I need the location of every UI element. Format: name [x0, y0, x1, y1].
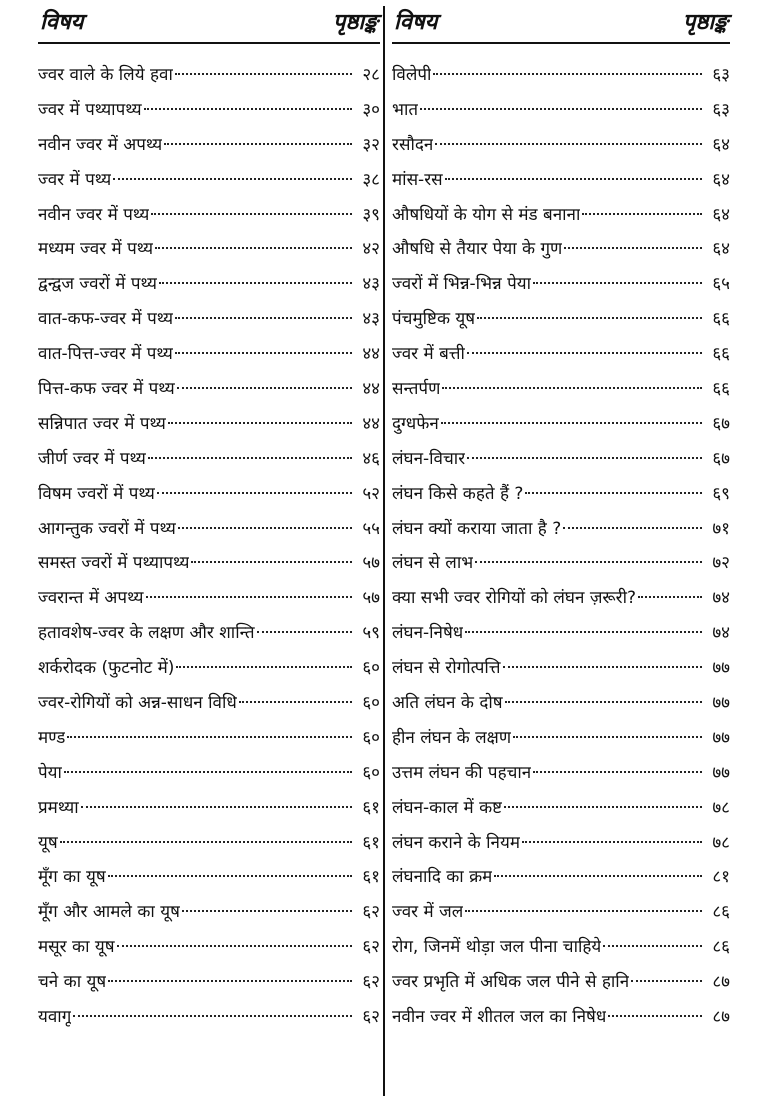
entry-title: लंघन-काल में कष्ट	[392, 797, 503, 818]
dot-leader	[582, 213, 702, 215]
index-entry	[392, 965, 730, 1000]
dot-leader	[81, 806, 352, 808]
subject-heading: विषय	[40, 9, 84, 35]
entry-title: लंघन से रोगोत्पत्ति	[392, 658, 501, 679]
dot-leader	[533, 282, 702, 284]
index-entry	[38, 93, 380, 128]
entry-title: मसूर का यूष	[38, 937, 115, 958]
index-entry	[392, 512, 730, 547]
entry-title: उत्तम लंघन की पहचान	[392, 762, 532, 783]
dot-leader	[505, 701, 702, 703]
entry-page-number: ७४	[712, 588, 730, 609]
index-entry	[392, 826, 730, 861]
dot-leader	[177, 387, 352, 389]
entry-title: लंघन किसे कहते हैं ?	[392, 483, 524, 504]
entry-page-number: २८	[362, 65, 380, 85]
index-entry	[38, 372, 380, 407]
entry-title: नवीन ज्वर में शीतल जल का निषेध	[392, 1007, 607, 1028]
entry-page-number: ८१	[712, 867, 730, 888]
dot-leader	[73, 1015, 352, 1017]
entry-page-number: ६०	[362, 693, 380, 714]
dot-leader	[175, 317, 352, 319]
entry-page-number: ४६	[362, 448, 380, 469]
dot-leader	[638, 596, 702, 598]
entry-title: विषम ज्वरों में पथ्य	[38, 483, 155, 504]
entry-page-number: ७१	[712, 518, 730, 539]
dot-leader	[178, 527, 352, 529]
entry-page-number: ६२	[362, 937, 380, 958]
dot-leader	[465, 631, 702, 633]
index-entry	[392, 372, 730, 407]
dot-leader	[420, 108, 702, 110]
entry-title: ज्वर में बत्ती	[392, 344, 465, 365]
entry-title: जीर्ण ज्वर में पथ्य	[38, 448, 146, 469]
dot-leader	[433, 73, 702, 75]
index-entry	[38, 791, 380, 826]
index-entry	[392, 442, 730, 477]
index-entry	[392, 93, 730, 128]
entry-page-number: ४३	[362, 274, 380, 295]
entry-title: द्वन्द्वज ज्वरों में पथ्य	[38, 274, 157, 295]
index-entry	[392, 895, 730, 930]
entry-title: औषधियों के योग से मंड बनाना	[392, 204, 581, 225]
entry-title: पेया	[38, 762, 62, 783]
entry-page-number: ८७	[712, 972, 730, 993]
index-entry	[392, 651, 730, 686]
dot-leader	[257, 631, 352, 633]
index-entry	[38, 512, 380, 547]
index-entry	[38, 407, 380, 442]
entry-title: नवीन ज्वर में पथ्य	[38, 204, 150, 225]
entry-title: विलेपी	[392, 65, 432, 85]
entry-title: ज्वर में पथ्यापथ्य	[38, 99, 142, 120]
index-entry	[392, 337, 730, 372]
entry-page-number: ६२	[362, 1007, 380, 1028]
entry-title: हीन लंघन के लक्षण	[392, 727, 512, 748]
dot-leader	[563, 527, 702, 529]
dot-leader	[157, 492, 352, 494]
entry-title: सन्निपात ज्वर में पथ्य	[38, 413, 166, 434]
entry-page-number: ६७	[712, 448, 730, 469]
entry-page-number: ६९	[712, 483, 730, 504]
dot-leader	[494, 875, 702, 877]
dot-leader	[477, 317, 702, 319]
index-entry	[38, 232, 380, 267]
entry-title: यवागू	[38, 1007, 72, 1028]
dot-leader	[445, 178, 702, 180]
entry-title: पित्त-कफ ज्वर में पथ्य	[38, 379, 175, 400]
dot-leader	[175, 73, 352, 75]
entry-page-number: ४३	[362, 309, 380, 330]
entry-page-number: ३८	[362, 169, 380, 190]
entry-title: ज्वर-रोगियों को अन्न-साधन विधि	[38, 693, 237, 714]
index-entry	[38, 58, 380, 93]
dot-leader	[504, 806, 702, 808]
dot-leader	[435, 143, 702, 145]
entry-page-number: ६३	[712, 65, 730, 85]
entry-title: मण्ड	[38, 727, 66, 748]
entry-title: ज्वर में जल	[392, 902, 464, 923]
entry-page-number: ६४	[712, 239, 730, 260]
index-entry	[392, 302, 730, 337]
entry-page-number: ७४	[712, 623, 730, 644]
entry-page-number: ५९	[362, 623, 380, 644]
entry-title: मध्यम ज्वर में पथ्य	[38, 239, 154, 260]
dot-leader	[164, 143, 352, 145]
index-entry	[392, 267, 730, 302]
entry-title: दुग्धफेन	[392, 413, 439, 434]
dot-leader	[239, 701, 352, 703]
entry-title: चने का यूष	[38, 972, 107, 993]
dot-leader	[144, 108, 352, 110]
entry-page-number: ३२	[362, 134, 380, 155]
dot-leader	[608, 1015, 702, 1017]
left-column	[38, 0, 380, 1035]
index-entry	[392, 581, 730, 616]
entry-page-number: ४४	[362, 344, 380, 365]
dot-leader	[564, 247, 702, 249]
entry-page-number: ६५	[712, 274, 730, 295]
dot-leader	[631, 980, 702, 982]
page-number-heading: पृष्ठाङ्क	[332, 9, 378, 35]
index-entry	[392, 791, 730, 826]
index-entry	[392, 930, 730, 965]
index-entry	[38, 686, 380, 721]
entry-title: मूँग का यूष	[38, 867, 106, 888]
index-entry	[38, 128, 380, 163]
dot-leader	[146, 596, 353, 598]
index-entry	[38, 302, 380, 337]
index-entry	[392, 616, 730, 651]
entry-page-number: ७७	[712, 658, 730, 679]
dot-leader	[64, 771, 352, 773]
entry-page-number: ६२	[362, 972, 380, 993]
entry-title: ज्वरान्त में अपथ्य	[38, 588, 144, 609]
dot-leader	[67, 736, 352, 738]
entry-page-number: ८६	[712, 902, 730, 923]
entry-title: वात-पित्त-ज्वर में पथ्य	[38, 344, 173, 365]
dot-leader	[522, 841, 702, 843]
index-entry	[392, 1000, 730, 1035]
entry-title: मांस-रस	[392, 169, 443, 190]
entry-page-number: ६०	[362, 762, 380, 783]
entry-title: ज्वर वाले के लिये हवा	[38, 65, 173, 85]
left-entry-list	[38, 58, 380, 1035]
index-entry	[392, 407, 730, 442]
index-entry	[38, 930, 380, 965]
entry-page-number: ६०	[362, 658, 380, 679]
entry-title: नवीन ज्वर में अपथ्य	[38, 134, 163, 155]
dot-leader	[159, 282, 352, 284]
dot-leader	[525, 492, 702, 494]
entry-title: मूँग और आमले का यूष	[38, 902, 180, 923]
entry-title: समस्त ज्वरों में पथ्यापथ्य	[38, 553, 190, 574]
index-entry	[38, 581, 380, 616]
dot-leader	[148, 457, 352, 459]
dot-leader	[182, 910, 352, 912]
entry-page-number: ६६	[712, 379, 730, 400]
index-entry	[38, 477, 380, 512]
entry-title: ज्वर में पथ्य	[38, 169, 112, 190]
index-entry	[392, 198, 730, 233]
entry-title: सन्तर्पण	[392, 379, 441, 400]
entry-page-number: ६६	[712, 344, 730, 365]
column-divider	[383, 6, 385, 1096]
entry-page-number: ७२	[712, 553, 730, 574]
entry-page-number: ८६	[712, 937, 730, 958]
index-entry	[38, 756, 380, 791]
entry-title: लंघन क्यों कराया जाता है ?	[392, 518, 562, 539]
dot-leader	[513, 736, 702, 738]
index-entry	[38, 895, 380, 930]
entry-title: क्या सभी ज्वर रोगियों को लंघन ज़रूरी?	[392, 588, 637, 609]
entry-page-number: ७७	[712, 762, 730, 783]
dot-leader	[176, 666, 352, 668]
entry-page-number: ७८	[712, 832, 730, 853]
dot-leader	[117, 945, 352, 947]
dot-leader	[113, 178, 352, 180]
index-entry	[392, 686, 730, 721]
index-entry	[392, 721, 730, 756]
index-entry	[38, 826, 380, 861]
entry-page-number: ६३	[712, 99, 730, 120]
dot-leader	[108, 875, 352, 877]
entry-title: वात-कफ-ज्वर में पथ्य	[38, 309, 174, 330]
entry-page-number: ६७	[712, 413, 730, 434]
entry-title: लंघन से लाभ	[392, 553, 474, 574]
entry-title: रसौदन	[392, 134, 434, 155]
entry-page-number: ७७	[712, 727, 730, 748]
index-entry	[38, 1000, 380, 1035]
entry-title: यूष	[38, 832, 58, 853]
left-column-header	[38, 4, 380, 44]
entry-page-number: ३९	[362, 204, 380, 225]
dot-leader	[175, 352, 352, 354]
index-entry	[392, 860, 730, 895]
index-entry	[38, 860, 380, 895]
index-entry	[38, 616, 380, 651]
entry-page-number: ५५	[362, 518, 380, 539]
entry-title: लंघन कराने के नियम	[392, 832, 520, 853]
entry-page-number: ६४	[712, 169, 730, 190]
entry-title: प्रमथ्या	[38, 797, 79, 818]
entry-page-number: ६१	[362, 797, 380, 818]
index-entry	[38, 337, 380, 372]
dot-leader	[60, 841, 352, 843]
index-entry	[38, 442, 380, 477]
dot-leader	[603, 945, 702, 947]
entry-page-number: ३०	[362, 99, 380, 120]
right-column-header	[392, 4, 730, 44]
entry-page-number: ६१	[362, 832, 380, 853]
dot-leader	[155, 247, 352, 249]
dot-leader	[465, 910, 702, 912]
right-entry-list	[392, 58, 730, 1035]
index-entry	[38, 198, 380, 233]
dot-leader	[503, 666, 702, 668]
entry-title: लंघन-विचार	[392, 448, 466, 469]
index-entry	[38, 546, 380, 581]
index-entry	[392, 58, 730, 93]
entry-title: शर्करोदक (फुटनोट में)	[38, 658, 175, 679]
entry-page-number: ६०	[362, 727, 380, 748]
entry-page-number: ८७	[712, 1007, 730, 1028]
entry-page-number: ५७	[362, 588, 380, 609]
entry-title: पंचमुष्टिक यूष	[392, 309, 476, 330]
dot-leader	[441, 422, 702, 424]
entry-page-number: ७८	[712, 797, 730, 818]
dot-leader	[151, 213, 352, 215]
index-entry	[392, 163, 730, 198]
dot-leader	[467, 457, 702, 459]
index-entry	[38, 721, 380, 756]
entry-page-number: ६४	[712, 204, 730, 225]
entry-title: रोग, जिनमें थोड़ा जल पीना चाहिये	[392, 937, 602, 958]
index-entry	[38, 267, 380, 302]
dot-leader	[108, 980, 352, 982]
entry-page-number: ६४	[712, 134, 730, 155]
right-column	[392, 0, 730, 1035]
dot-leader	[475, 561, 702, 563]
dot-leader	[168, 422, 352, 424]
subject-heading: विषय	[394, 9, 438, 35]
entry-title: औषधि से तैयार पेया के गुण	[392, 239, 563, 260]
index-entry	[38, 651, 380, 686]
dot-leader	[442, 387, 702, 389]
entry-title: आगन्तुक ज्वरों में पथ्य	[38, 518, 176, 539]
entry-page-number: ४४	[362, 413, 380, 434]
entry-page-number: ६२	[362, 902, 380, 923]
entry-page-number: ४२	[362, 239, 380, 260]
entry-title: भात	[392, 99, 419, 120]
entry-page-number: ७७	[712, 693, 730, 714]
dot-leader	[191, 561, 352, 563]
entry-page-number: ४४	[362, 379, 380, 400]
index-entry	[392, 128, 730, 163]
index-entry	[392, 756, 730, 791]
index-entry	[392, 477, 730, 512]
index-entry	[38, 965, 380, 1000]
dot-leader	[533, 771, 702, 773]
entry-title: लंघन-निषेध	[392, 623, 464, 644]
entry-title: अति लंघन के दोष	[392, 693, 503, 714]
entry-page-number: ६६	[712, 309, 730, 330]
entry-title: हतावशेष-ज्वर के लक्षण और शान्ति	[38, 623, 255, 644]
entry-title: ज्वर प्रभृति में अधिक जल पीने से हानि	[392, 972, 630, 993]
dot-leader	[467, 352, 702, 354]
entry-page-number: ५२	[362, 483, 380, 504]
index-entry	[392, 232, 730, 267]
entry-title: ज्वरों में भिन्न-भिन्न पेया	[392, 274, 532, 295]
index-entry	[392, 546, 730, 581]
page-number-heading: पृष्ठाङ्क	[682, 9, 728, 35]
entry-page-number: ५७	[362, 553, 380, 574]
index-entry	[38, 163, 380, 198]
entry-title: लंघनादि का क्रम	[392, 867, 493, 888]
entry-page-number: ६१	[362, 867, 380, 888]
